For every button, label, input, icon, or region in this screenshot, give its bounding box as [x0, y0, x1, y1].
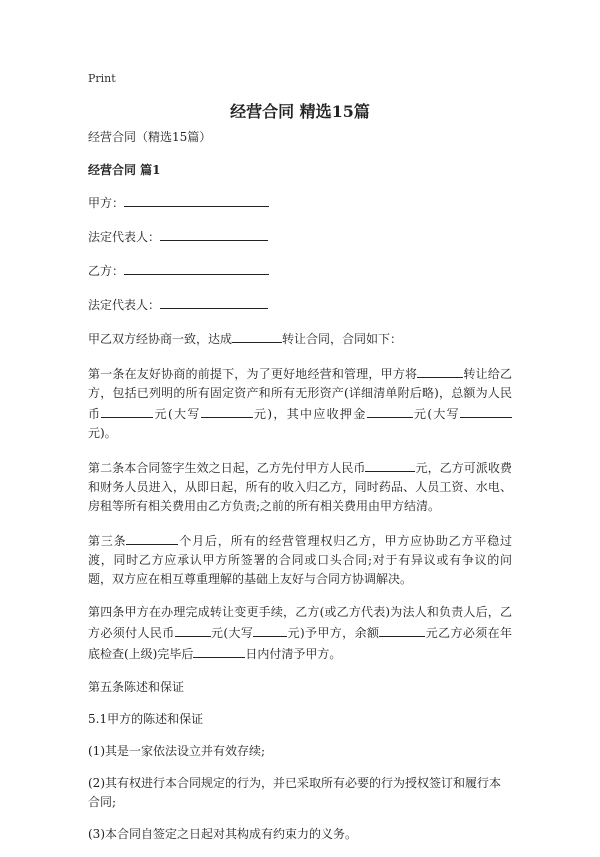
- party-b-field: [88, 260, 512, 279]
- article-text: 元)。: [88, 426, 117, 440]
- fill-blank: [101, 403, 153, 418]
- intro-text: 转让合同，合同如下：: [282, 332, 403, 346]
- intro-text: 甲乙双方经协商一致，达成: [88, 332, 233, 346]
- list-item: (1)其是一家依法设立并有效存续;: [88, 744, 266, 758]
- clause-5-1-heading: 5.1甲方的陈述和保证: [88, 712, 204, 726]
- article-text: 元(大写: [412, 407, 461, 421]
- list-item: (2)其有权进行本合同规定的行为，并已采取所有必要的行为授权签订和履行本合同;: [88, 776, 502, 809]
- field-label: 法定代表人：: [88, 298, 161, 312]
- list-item: (3)本合同自签定之日起对其构成有约束力的义务。: [88, 827, 357, 841]
- article-text: 第三条: [88, 534, 127, 548]
- fill-blank: [175, 622, 211, 637]
- intro-paragraph: [88, 328, 512, 349]
- signature-blank: [124, 192, 269, 207]
- article-text: 元(大写: [210, 626, 254, 640]
- article-1-paragraph: [88, 363, 512, 443]
- party-a-field: [88, 192, 512, 211]
- article-text: 转让给乙方，包括已列明的所有固定资产和所有无形资产(详细清单附后略)，总额为人民币: [88, 367, 512, 421]
- signature-blank: [124, 260, 269, 275]
- fill-blank: [460, 403, 512, 418]
- article-text: 第一条在友好协商的前提下，为了更好地经营和管理，甲方将: [88, 367, 418, 381]
- fill-blank: [379, 622, 425, 637]
- article-text: 元乙方必须在年底检查(上级)完毕后: [88, 626, 512, 661]
- article-text: 元，乙方可派收费和财务人员进入，从即日起，所有的收入归乙方，同时药品、人员工资、水电、房租等所有相关费用由乙方负责;之前的所有相关费用由甲方结清。: [88, 461, 512, 513]
- article-4-paragraph: [88, 603, 512, 664]
- fill-blank: [367, 403, 413, 418]
- article-5-heading: 第五条陈述和保证: [88, 680, 185, 694]
- field-label: 乙方：: [88, 264, 125, 278]
- article-text: 第二条本合同签字生效之日起，乙方先付甲方人民币: [88, 461, 366, 475]
- article-text: 元)，其中应收押金: [252, 407, 367, 421]
- fill-blank: [417, 363, 463, 378]
- fill-blank: [253, 622, 287, 637]
- signature-blank: [160, 226, 268, 241]
- section-heading: 经营合同 篇1: [88, 163, 161, 177]
- article-text: 元)予甲方，余额: [287, 626, 380, 640]
- article-2-paragraph: [88, 457, 512, 516]
- fill-blank: [232, 328, 282, 343]
- fill-blank: [193, 643, 245, 658]
- field-label: 甲方：: [88, 196, 125, 210]
- signature-blank: [160, 294, 268, 309]
- party-a-representative-field: [88, 226, 512, 245]
- article-text: 第四条甲方在办理完成转让变更手续，乙方(或乙方代表)为法人和负责人后，乙方必须付人民币: [88, 605, 512, 640]
- fill-blank: [365, 457, 415, 472]
- article-text: 日内付清予甲方。: [245, 647, 342, 661]
- article-3-paragraph: [88, 530, 512, 589]
- document-title: 经营合同 精选15篇: [230, 102, 370, 121]
- fill-blank: [201, 403, 253, 418]
- party-b-representative-field: [88, 294, 512, 313]
- print-label[interactable]: Print: [88, 72, 116, 85]
- article-text: 元(大写: [153, 407, 201, 421]
- document-body: [88, 128, 512, 857]
- article-text: 个月后，所有的经营管理权归乙方，甲方应协助乙方平稳过渡，同时乙方应承认甲方所签署的合同或口头合同;对于有异议或有争议的问题，双方应在相互尊重理解的基础上友好与合同方协调解决。: [88, 534, 512, 586]
- document-subtitle: 经营合同（精选15篇）: [88, 130, 212, 144]
- field-label: 法定代表人：: [88, 230, 161, 244]
- fill-blank: [126, 530, 178, 545]
